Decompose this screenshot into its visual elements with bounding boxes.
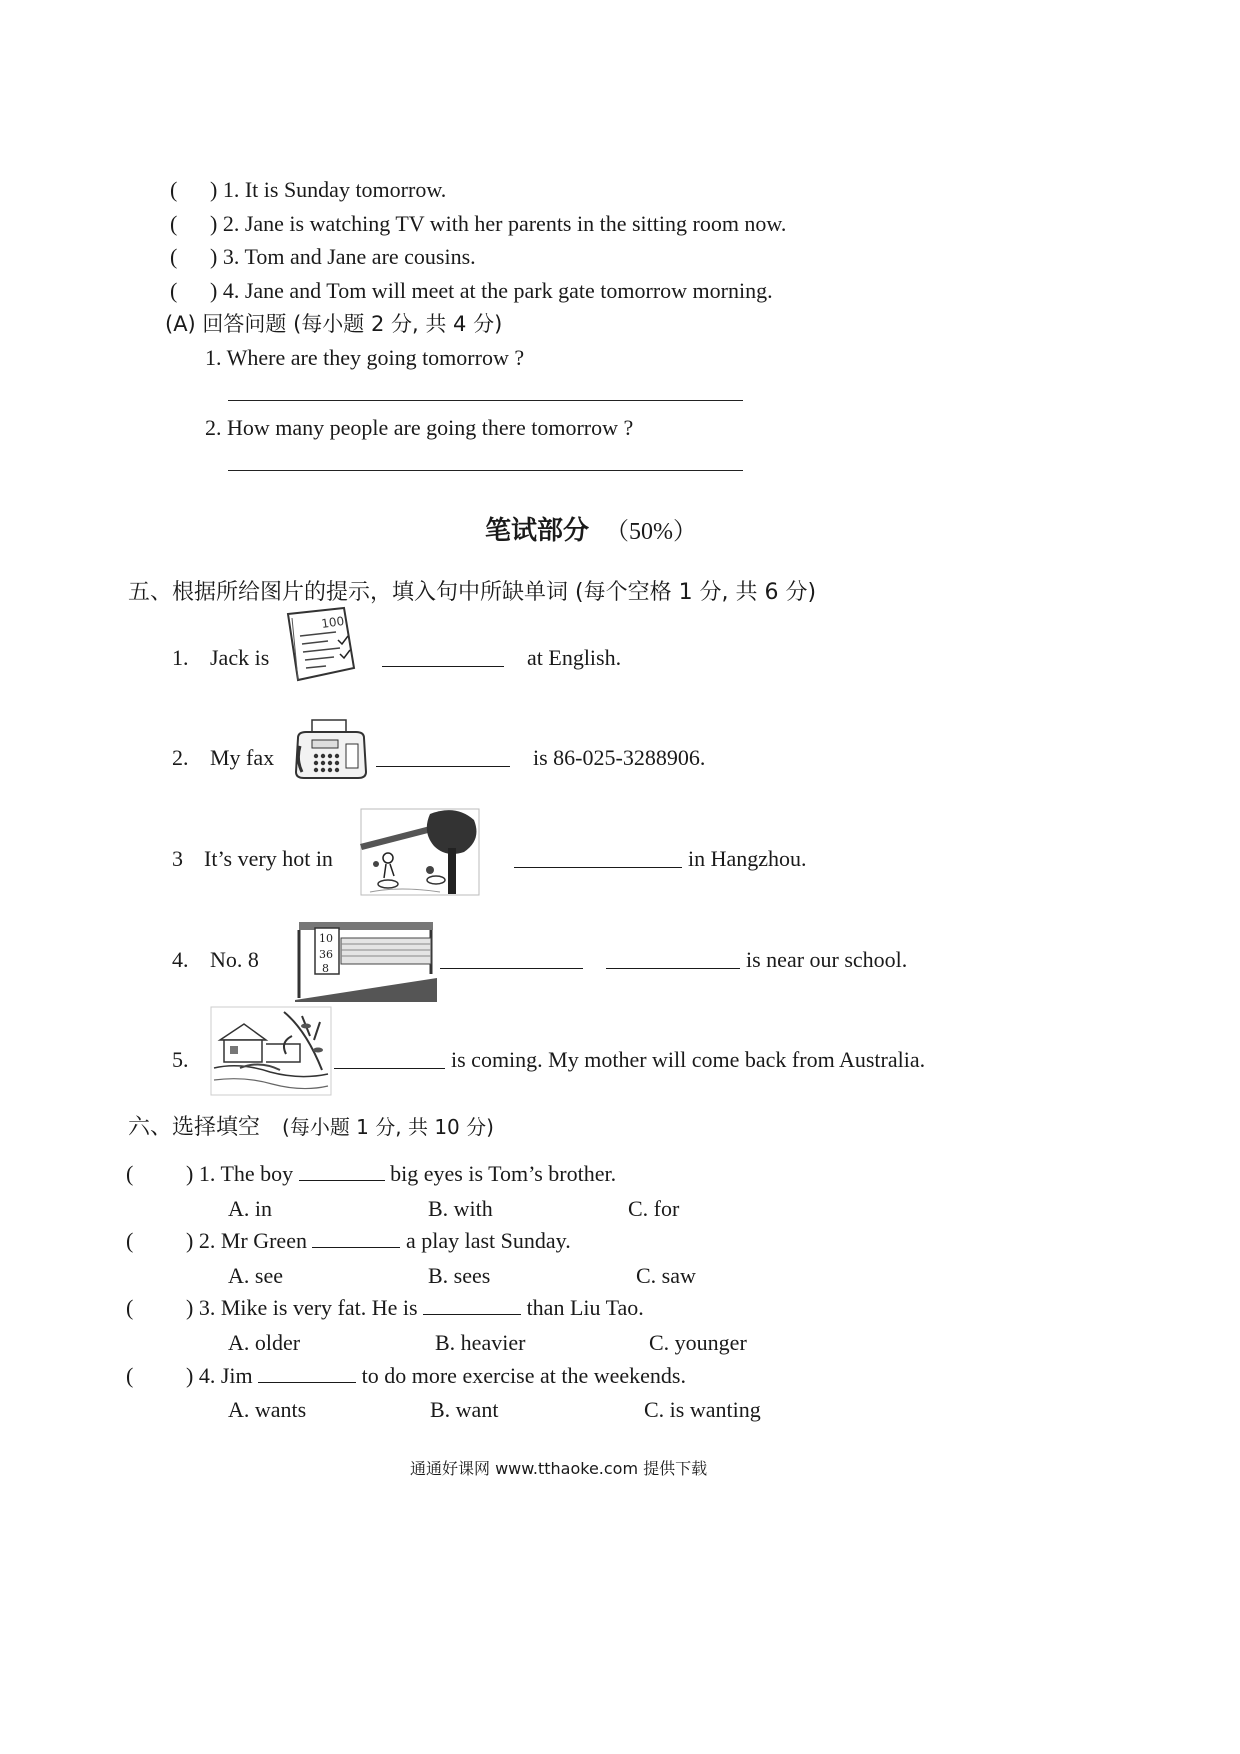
tf-number: 4.: [222, 278, 240, 303]
tf-item-4: [170, 277, 773, 305]
answer-paren-open[interactable]: (: [170, 278, 178, 303]
summer-scene-icon: [360, 808, 480, 896]
mc-number: 3.: [198, 1295, 216, 1320]
option-a[interactable]: A. wants: [228, 1397, 307, 1422]
section-6-heading-row: [128, 1110, 494, 1141]
part-a-question-2: [205, 414, 633, 442]
mc-blank[interactable]: [312, 1229, 400, 1248]
answer-paren-close: ): [186, 1295, 194, 1320]
fill-blank-4b[interactable]: [606, 950, 740, 969]
option-b[interactable]: B. with: [428, 1196, 493, 1221]
mc-pre: Jim: [220, 1363, 253, 1388]
s5-item-pre: No. 8: [210, 947, 259, 972]
s5-item-number: 4.: [172, 947, 189, 972]
s5-item-number: 5.: [172, 1047, 189, 1072]
fill-blank-4a[interactable]: [440, 950, 583, 969]
question-number: 1.: [205, 345, 222, 370]
spring-scene-icon: [210, 1006, 332, 1096]
mc-question-4: [126, 1362, 686, 1390]
tf-number: 3.: [222, 244, 240, 269]
answer-paren-close: ): [210, 211, 218, 236]
tf-item-2: [170, 210, 786, 238]
fill-blank-5[interactable]: [334, 1050, 445, 1069]
option-c[interactable]: C. for: [628, 1196, 680, 1221]
option-a[interactable]: A. older: [228, 1330, 301, 1355]
option-c[interactable]: C. is wanting: [644, 1397, 761, 1422]
answer-paren-open[interactable]: (: [126, 1363, 134, 1388]
tf-statement: Jane and Tom will meet at the park gate tomorrow morning.: [244, 278, 773, 303]
mc-post: to do more exercise at the weekends.: [361, 1363, 686, 1388]
tf-statement: Tom and Jane are cousins.: [244, 244, 476, 269]
mc-pre: The boy: [220, 1161, 294, 1186]
mc-number: 1.: [198, 1161, 216, 1186]
mc-post: a play last Sunday.: [405, 1228, 571, 1253]
section-6-heading: 六、选择填空: [128, 1115, 261, 1140]
section-5-heading: 五、根据所给图片的提示，填入句中所缺单词 (每个空格 1 分, 共 6 分): [128, 580, 817, 605]
mc-question-2: [126, 1227, 571, 1255]
option-b[interactable]: B. sees: [428, 1263, 491, 1288]
mc-pre: Mike is very fat. He is: [220, 1295, 418, 1320]
s5-item-number: 3: [172, 846, 183, 871]
option-b[interactable]: B. want: [430, 1397, 499, 1422]
section-6-score: (每小题 1 分, 共 10 分): [282, 1115, 494, 1139]
s5-item-post: is coming. My mother will come back from Australia.: [451, 1047, 926, 1072]
mc-pre: Mr Green: [220, 1228, 307, 1253]
written-section-title: [485, 510, 697, 547]
tf-statement: It is Sunday tomorrow.: [244, 177, 447, 202]
answer-line-2[interactable]: [228, 450, 743, 471]
mc-question-3: [126, 1294, 644, 1322]
mc-post: big eyes is Tom’s brother.: [390, 1161, 617, 1186]
option-c[interactable]: C. saw: [636, 1263, 696, 1288]
answer-line-1[interactable]: [228, 380, 743, 401]
s5-item-post: in Hangzhou.: [688, 846, 807, 871]
option-a[interactable]: A. see: [228, 1263, 283, 1288]
mc-post: than Liu Tao.: [526, 1295, 644, 1320]
footer-text: 通通好课网 www.tthaoke.com 提供下载: [410, 1459, 708, 1478]
mc-blank[interactable]: [423, 1296, 521, 1315]
answer-paren-close: ): [210, 244, 218, 269]
fill-blank-1[interactable]: [382, 648, 504, 667]
mc-question-1: [126, 1160, 616, 1188]
option-c[interactable]: C. younger: [649, 1330, 747, 1355]
question-text: Where are they going tomorrow ?: [226, 345, 525, 370]
answer-paren-close: ): [210, 278, 218, 303]
mc-blank[interactable]: [299, 1162, 385, 1181]
svg-text:36: 36: [319, 948, 333, 961]
answer-paren-open[interactable]: (: [170, 177, 178, 202]
answer-paren-open[interactable]: (: [170, 211, 178, 236]
answer-paren-open[interactable]: (: [126, 1161, 134, 1186]
fill-blank-2[interactable]: [376, 748, 510, 767]
tf-item-1: [170, 176, 446, 204]
tf-item-3: [170, 243, 476, 271]
answer-paren-close: ): [186, 1161, 194, 1186]
option-a[interactable]: A. in: [228, 1196, 272, 1221]
s5-item-post: is near our school.: [746, 947, 908, 972]
question-text: How many people are going there tomorrow ?: [227, 415, 634, 440]
s5-item-pre: It’s very hot in: [204, 846, 333, 871]
svg-text:10: 10: [319, 932, 333, 945]
s5-item-number: 1.: [172, 645, 189, 670]
answer-paren-close: ): [210, 177, 218, 202]
answer-paren-open[interactable]: (: [126, 1295, 134, 1320]
svg-text:8: 8: [322, 962, 329, 975]
answer-paren-close: ): [186, 1228, 194, 1253]
mc-blank[interactable]: [258, 1364, 356, 1383]
mc-number: 2.: [198, 1228, 216, 1253]
fill-blank-3[interactable]: [514, 849, 682, 868]
part-a-heading: (A) 回答问题 (每小题 2 分, 共 4 分): [165, 312, 503, 336]
part-a-question-1: [205, 344, 524, 372]
test-paper-icon: [278, 606, 364, 684]
option-b[interactable]: B. heavier: [435, 1330, 526, 1355]
s5-item-pre: Jack is: [210, 645, 270, 670]
s5-item-number: 2.: [172, 745, 189, 770]
written-percent: （50%）: [605, 519, 698, 545]
tf-number: 2.: [222, 211, 240, 236]
s5-item-post: at English.: [527, 645, 622, 670]
s5-item-post: is 86-025-3288906.: [533, 745, 706, 770]
answer-paren-close: ): [186, 1363, 194, 1388]
written-title-text: 笔试部分: [485, 516, 590, 546]
bus-stop-icon: [295, 918, 437, 1002]
tf-statement: Jane is watching TV with her parents in the sitting room now.: [244, 211, 787, 236]
fax-machine-icon: [292, 716, 370, 782]
tf-number: 1.: [222, 177, 240, 202]
answer-paren-open[interactable]: (: [126, 1228, 134, 1253]
answer-paren-open[interactable]: (: [170, 244, 178, 269]
svg-text:100: 100: [320, 613, 346, 631]
mc-number: 4.: [198, 1363, 216, 1388]
s5-item-pre: My fax: [210, 745, 275, 770]
question-number: 2.: [205, 415, 222, 440]
